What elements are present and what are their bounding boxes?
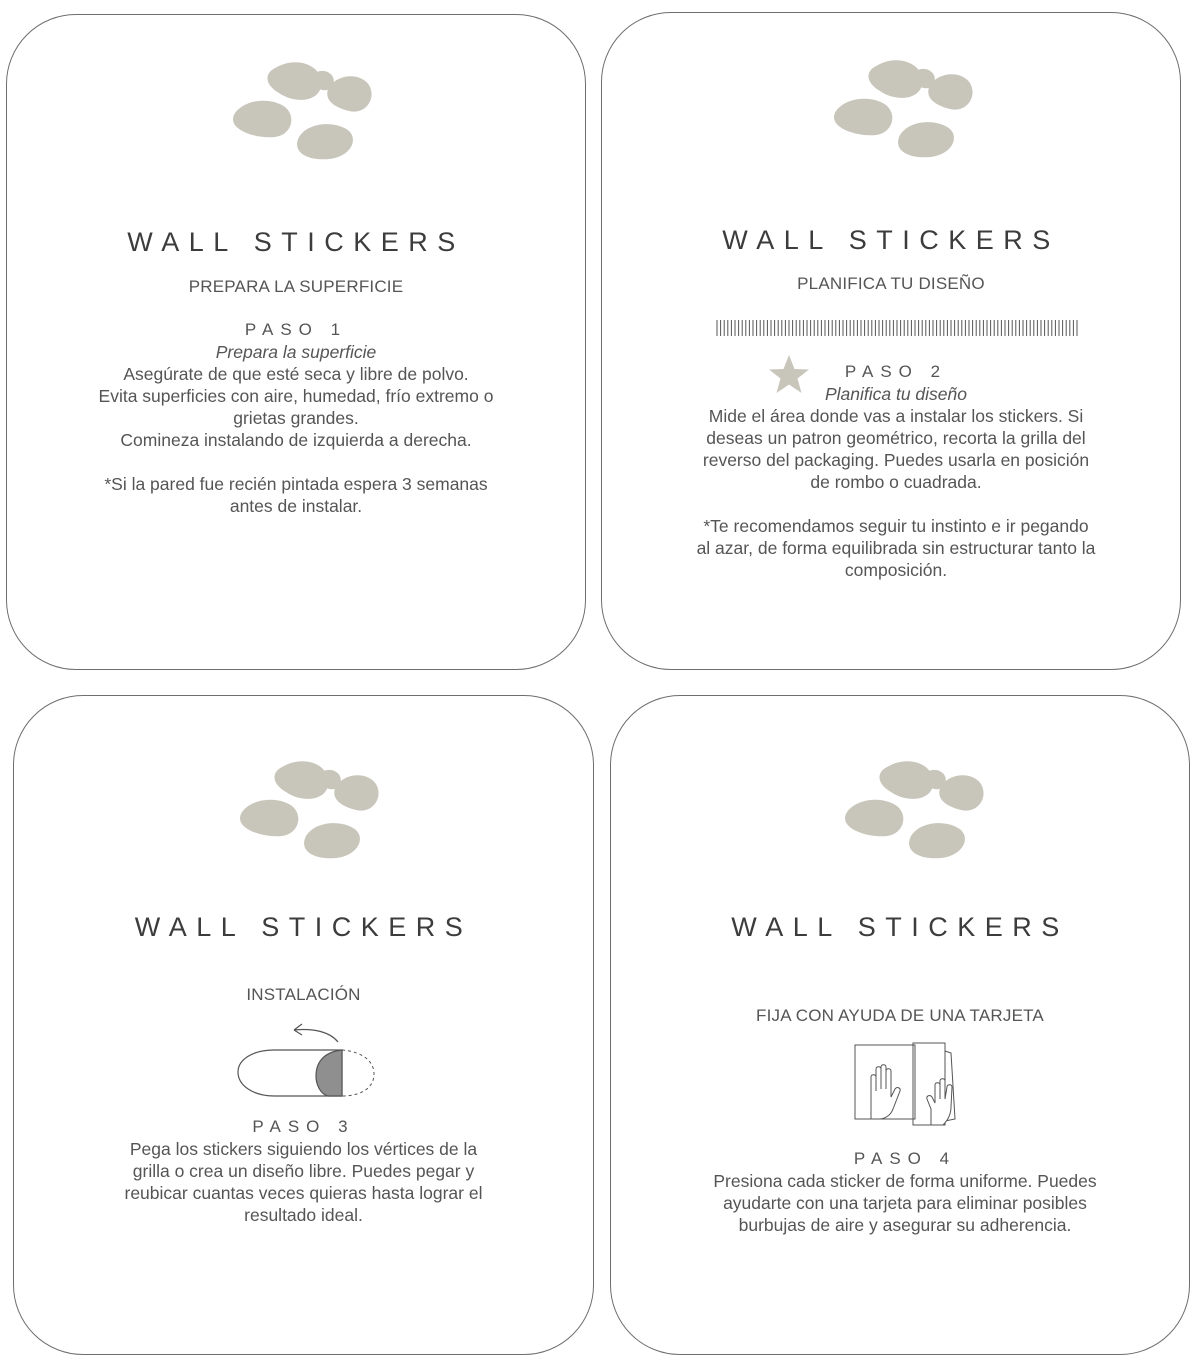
paso-label: PASO 1 xyxy=(244,320,348,339)
note-line: *Te recomendamos seguir tu instinto e ir pegando xyxy=(703,516,1089,536)
note-line: antes de instalar. xyxy=(229,496,363,516)
body-line: reverso del packaging. Puedes usarla en posición xyxy=(702,450,1090,470)
body-line: Presiona cada sticker de forma uniforme. Puedes xyxy=(713,1171,1097,1191)
body-line: Asegúrate de que esté seca y libre de polvo. xyxy=(123,364,469,384)
paso-title: Prepara la superficie xyxy=(215,342,377,362)
body-line: grilla o crea un diseño libre. Puedes pegar y xyxy=(132,1161,475,1181)
body-line: reubicar cuantas veces quieras hasta lograr el xyxy=(124,1183,483,1203)
paso-label: PASO 2 xyxy=(844,362,948,381)
note-line: *Si la pared fue recién pintada espera 3 semanas xyxy=(104,474,488,494)
card-body xyxy=(74,1116,533,1226)
card-subtitle: INSTALACIÓN xyxy=(246,985,361,1004)
body-line: Pega los stickers siguiendo los vértices de la xyxy=(129,1139,478,1159)
card-paso-1 xyxy=(6,14,586,670)
body-line: burbujas de aire y asegurar su adherencia. xyxy=(738,1215,1072,1235)
card-paso-3 xyxy=(13,695,594,1355)
body-line: Evita superficies con aire, humedad, frío extremo o xyxy=(98,386,494,406)
wall-stickers-logo-icon xyxy=(841,758,997,862)
paso-title: Planifica tu diseño xyxy=(824,384,968,404)
wall-stickers-logo-icon xyxy=(229,59,385,163)
wall-stickers-logo-icon xyxy=(236,758,392,862)
body-line: de rombo o cuadrada. xyxy=(810,472,982,492)
body-line: grietas grandes. xyxy=(233,408,359,428)
card-body xyxy=(67,319,525,517)
ruler-icon xyxy=(716,319,1078,337)
paso-label: PASO 4 xyxy=(853,1149,957,1168)
body-line: Comineza instalando de izquierda a derecha. xyxy=(120,430,472,450)
brand-title: WALL STICKERS xyxy=(127,227,465,257)
card-paso-2 xyxy=(601,12,1181,670)
body-line: deseas un patron geométrico, recorta la grilla del xyxy=(706,428,1086,448)
body-line: resultado ideal. xyxy=(244,1205,363,1225)
card-subtitle: PREPARA LA SUPERFICIE xyxy=(188,277,404,296)
hands-card-icon xyxy=(851,1041,963,1131)
paso-label: PASO 3 xyxy=(252,1117,355,1136)
body-line: ayudarte con una tarjeta para eliminar posibles xyxy=(723,1193,1087,1213)
body-line: Mide el área donde vas a instalar los stickers. Si xyxy=(708,406,1084,426)
wall-stickers-logo-icon xyxy=(830,57,986,161)
note-line: al azar, de forma equilibrada sin estructurar tanto la xyxy=(696,538,1096,558)
brand-title: WALL STICKERS xyxy=(731,912,1069,942)
brand-title: WALL STICKERS xyxy=(722,225,1060,255)
card-paso-4 xyxy=(610,695,1190,1355)
card-body xyxy=(681,1148,1129,1236)
note-line: composición. xyxy=(844,560,948,580)
card-subtitle: PLANIFICA TU DISEÑO xyxy=(797,274,985,293)
peel-sticker-icon xyxy=(232,1014,382,1110)
card-subtitle: FIJA CON AYUDA DE UNA TARJETA xyxy=(756,1006,1044,1025)
brand-title: WALL STICKERS xyxy=(134,912,473,942)
card-body xyxy=(672,361,1120,581)
